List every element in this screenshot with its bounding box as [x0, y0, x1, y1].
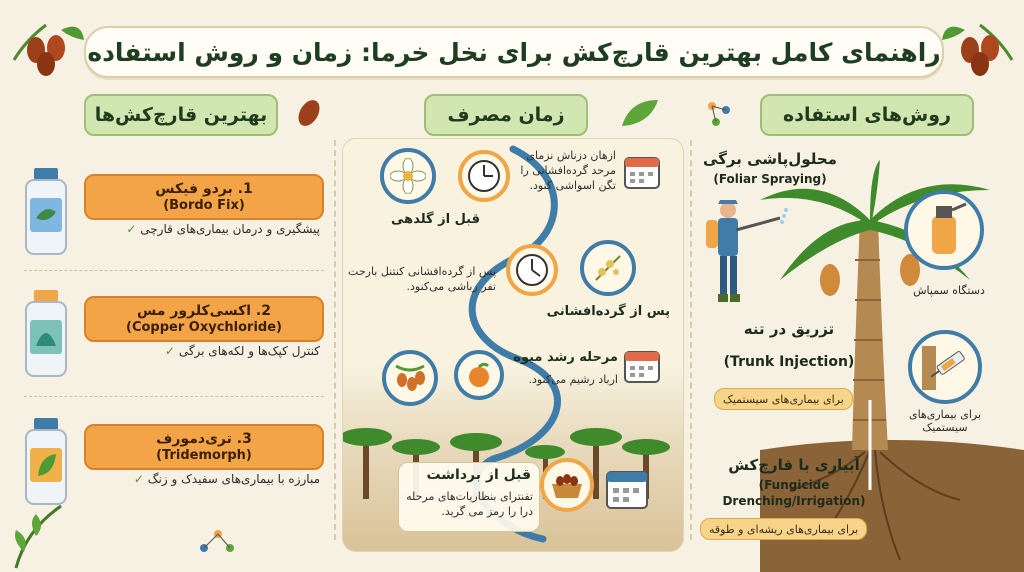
harvest-note-box [398, 462, 540, 532]
fungicide-card [24, 418, 324, 518]
method-title: تزریق در تنه [743, 320, 835, 338]
fungicide-name-pill [84, 424, 324, 470]
fungicide-name-pill [84, 296, 324, 342]
farmer-spraying-icon [700, 196, 790, 316]
calendar-icon [622, 152, 662, 192]
syringe-icon [918, 340, 972, 394]
fungicide-name-en: (Tridemorph) [156, 447, 252, 463]
method-subtitle: (Trunk Injection) [723, 354, 855, 370]
dates-cluster-right-icon [940, 20, 1020, 80]
fungicide-name-fa: 3. تری‌دمورف [156, 430, 252, 447]
molecule-icon [704, 98, 734, 128]
page-title-bar [84, 26, 944, 78]
method-title: آبیاری با قارچ‌کش [728, 456, 860, 474]
stage-note: ارباد رشیم می‌کنود. [528, 373, 618, 386]
stage-label: پس از گرده‌افشانی [546, 304, 670, 319]
fungicide-card [24, 168, 324, 268]
method-subtitle: (Fungicide [758, 478, 830, 492]
timing-header: زمان مصرف [424, 94, 588, 136]
flower-petals-icon [390, 158, 426, 194]
page-title: راهنمای کامل بهترین قارچ‌کش برای نخل خرما: زمان و روش استفاده [87, 37, 941, 67]
trunk-badge: برای بیماری‌های سیستمیک [714, 388, 853, 410]
methods-header: روش‌های استفاده [760, 94, 974, 136]
dates-cluster-left-icon [6, 20, 86, 80]
fungicide-card [24, 290, 324, 390]
check-icon: ✓ [126, 222, 137, 236]
bottle-icon [24, 168, 68, 256]
method-subtitle: Drenching/Irrigation) [722, 494, 866, 508]
sprayer-bottle-icon [918, 200, 970, 260]
method-title: محلول‌پاشی برگی [703, 150, 837, 168]
fungicide-name-en: (Bordo Fix) [163, 197, 245, 213]
stage-note: پس از گرده‌افشانی کنتنل بارحت تفر رباشی می‌کنود. [348, 265, 496, 293]
drench-badge: برای بیماری‌های ریشه‌ای و طوقه [700, 518, 867, 540]
clock-hands-icon [514, 252, 550, 288]
stage-note: تفنترای بنظاریات‌های مرحله درا را رمز می گرید. [406, 490, 533, 518]
fungicide-name-en: (Copper Oxychloride) [126, 319, 282, 335]
stage-label: قبل از گلدهی [391, 212, 480, 227]
fungicide-name-pill [84, 174, 324, 220]
method-subtitle: (Foliar Spraying) [713, 172, 827, 186]
calendar-icon [622, 346, 662, 386]
fungicide-name-fa: 1. بردو فیکس [155, 180, 253, 197]
fungicide-description: مبارزه با بیماری‌های سفیدک و زنگ ✓ [133, 472, 320, 486]
bottle-icon [24, 418, 68, 506]
clock-hands-icon [466, 158, 502, 194]
fungicide-name-fa: 2. اکسی‌کلرور مس [137, 302, 271, 319]
stage-label: مرحله رشد میوه [513, 350, 618, 365]
pollen-sprig-icon [590, 250, 626, 286]
leaf-sprig-icon [6, 500, 66, 570]
calendar-icon [604, 466, 650, 512]
fungicide-description: کنترل کپک‌ها و لکه‌های برگی ✓ [164, 344, 320, 358]
check-icon: ✓ [133, 472, 144, 486]
molecule-icon [196, 520, 236, 560]
fruit-glyph-icon [464, 360, 494, 390]
leaf-icon [620, 98, 660, 128]
stage-label: قبل از برداشت [426, 467, 531, 483]
date-fruit-icon [292, 96, 326, 130]
sprayer-label: دستگاه سمپاش [913, 284, 985, 297]
bottle-icon [24, 290, 68, 378]
fungicide-description: پیشگیری و درمان بیماری‌های قارچی ✓ [126, 222, 320, 236]
check-icon: ✓ [164, 344, 175, 358]
fungicides-header: بهترین قارچ‌کش‌ها [84, 94, 278, 136]
stage-note: ازهان دزناش نزمای مرحد گرده‌افشانی را تگن اسواشی کنود. [520, 149, 616, 192]
trunk-side-note: برای بیماری‌های سیستمیک [908, 408, 982, 434]
date-bunch-icon [392, 360, 428, 396]
basket-icon [550, 470, 584, 500]
